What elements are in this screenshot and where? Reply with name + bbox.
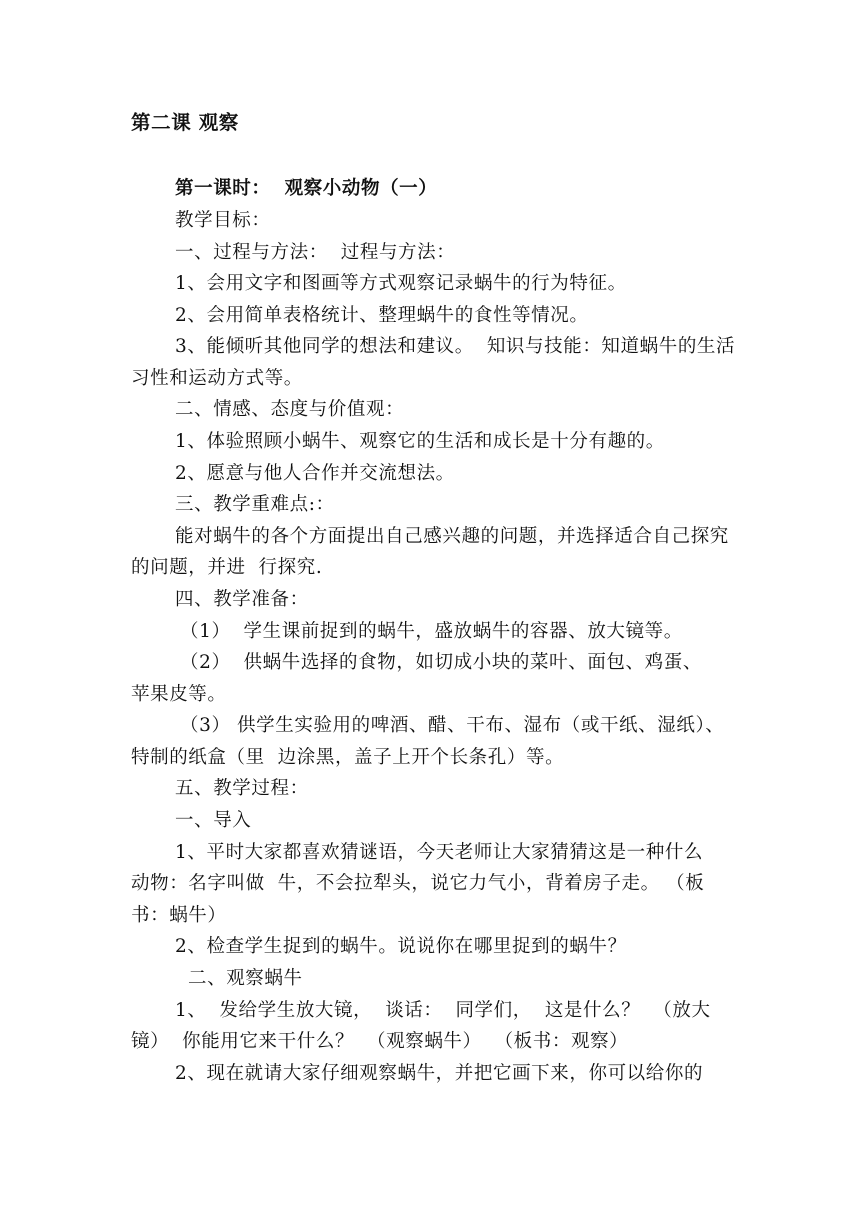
period-heading: 第一课时： 观察小动物（一） [175, 178, 438, 199]
text-line: 一、过程与方法： 过程与方法： [175, 242, 456, 263]
text-line: 2、检查学生捉到的蜗牛。说说你在哪里捉到的蜗牛？ [175, 936, 627, 957]
text-line: 特制的纸盒（里 边涂黑，盖子上开个长条孔）等。 [131, 747, 565, 768]
text-line: （2） 供蜗牛选择的食物，如切成小块的菜叶、面包、鸡蛋、 [180, 652, 702, 673]
lesson-title: 第二课 观察 [131, 111, 239, 134]
text-line: 的问题，并进 行探究. [131, 557, 323, 578]
text-line: （3） 供学生实验用的啤酒、醋、干布、湿布（或干纸、湿纸）、 [180, 715, 725, 736]
text-line: 书：蜗牛） [131, 905, 227, 926]
text-line: 2、会用简单表格统计、整理蜗牛的食性等情况。 [175, 305, 589, 326]
text-line: 镜） 你能用它来干什么？ （观察蜗牛） （板书：观察） [131, 1031, 629, 1052]
text-line: 2、愿意与他人合作并交流想法。 [175, 463, 455, 484]
text-line: 习性和运动方式等。 [131, 368, 303, 389]
text-line: 二、观察蜗牛 [188, 968, 303, 989]
text-line: 四、教学准备： [175, 589, 309, 610]
text-line: 3、能倾听其他同学的想法和建议。 知识与技能：知道蜗牛的生活 [175, 336, 736, 357]
text-line: 五、教学过程： [175, 778, 309, 799]
text-line: 苹果皮等。 [131, 684, 227, 705]
text-line: 动物：名字叫做 牛，不会拉犁头，说它力气小，背着房子走。 （板 [131, 873, 705, 894]
text-line: 一、导入 [175, 810, 252, 831]
text-line: 2、现在就请大家仔细观察蜗牛，并把它画下来，你可以给你的 [175, 1063, 704, 1084]
text-line: （1） 学生课前捉到的蜗牛，盛放蜗牛的容器、放大镜等。 [180, 621, 683, 642]
text-line: 1、会用文字和图画等方式观察记录蜗牛的行为特征。 [175, 273, 627, 294]
text-line: 教学目标： [175, 210, 271, 231]
text-line: 1、平时大家都喜欢猜谜语，今天老师让大家猜猜这是一种什么 [175, 842, 704, 863]
text-line: 三、教学重难点:： [175, 494, 335, 515]
text-line: 能对蜗牛的各个方面提出自己感兴趣的问题，并选择适合自己探究 [175, 526, 729, 547]
text-line: 二、情感、态度与价值观： [175, 399, 405, 420]
text-line: 1、 发给学生放大镜， 谈话： 同学们， 这是什么？ （放大 [175, 1000, 711, 1021]
text-line: 1、体验照顾小蜗牛、观察它的生活和成长是十分有趣的。 [175, 431, 665, 452]
